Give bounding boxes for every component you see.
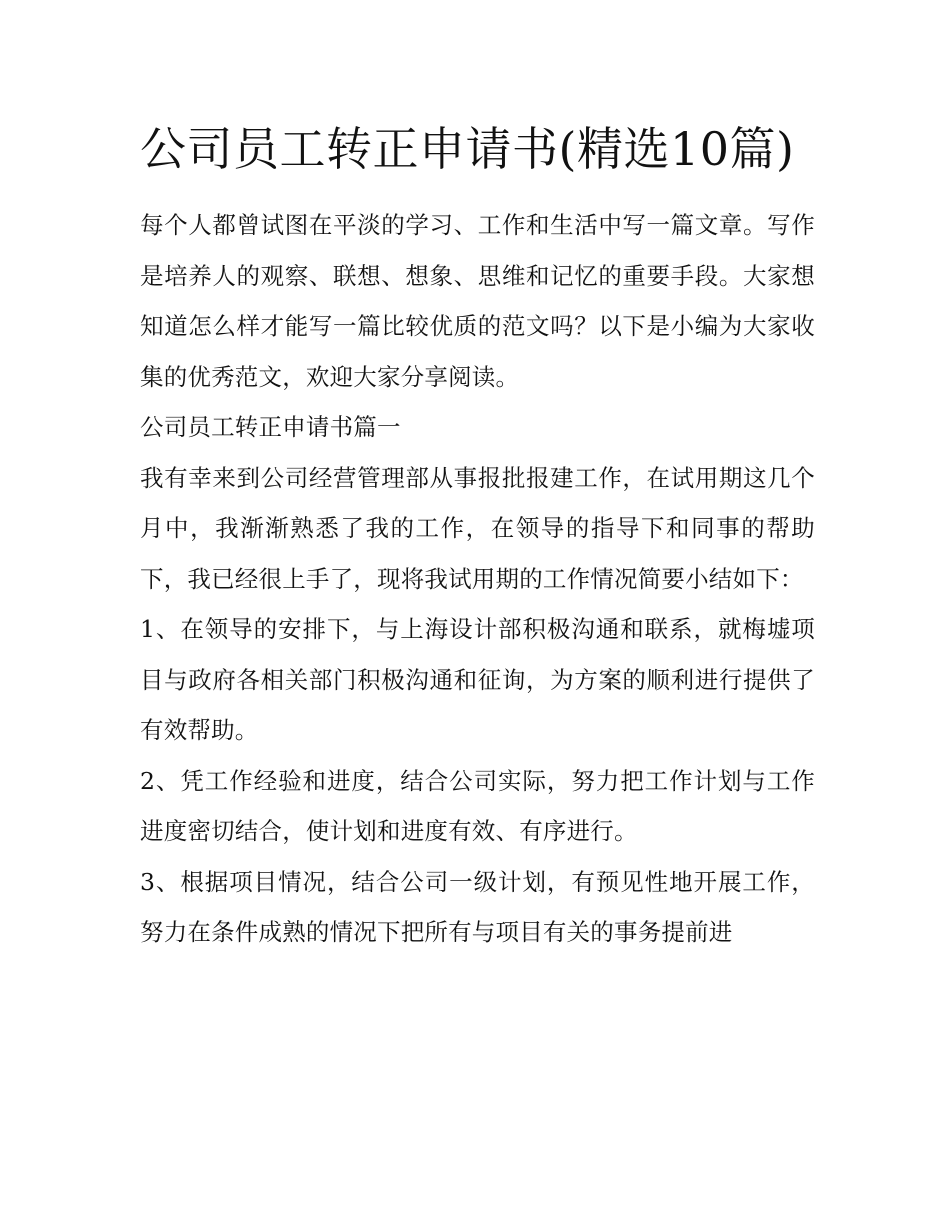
intro-paragraph: 每个人都曾试图在平淡的学习、工作和生活中写一篇文章。写作是培养人的观察、联想、想象、思维和记忆的重要手段。大家想知道怎么样才能写一篇比较优质的范文吗？以下是小编为大家收集的优秀范文，欢迎大家分享阅读。 [140,211,815,391]
document-title: 公司员工转正申请书(精选10篇) [140,122,795,176]
list-item-1: 1、在领导的安排下，与上海设计部积极沟通和联系，就梅墟项目与政府各相关部门积极沟通和征询，为方案的顺利进行提供了有效帮助。 [140,615,815,744]
section-heading: 公司员工转正申请书篇一 [140,413,401,441]
body-paragraph: 我有幸来到公司经营管理部从事报批报建工作，在试用期这几个月中，我渐渐熟悉了我的工作，在领导的指导下和同事的帮助下，我已经很上手了，现将我试用期的工作情况简要小结如下： [140,463,815,593]
list-item-3: 3、根据项目情况，结合公司一级计划，有预见性地开展工作，努力在条件成熟的情况下把所有与项目有关的事务提前进 [140,867,815,946]
list-item-2: 2、凭工作经验和进度，结合公司实际，努力把工作计划与工作进度密切结合，使计划和进度有效、有序进行。 [140,766,815,845]
document-page [140,110,815,958]
